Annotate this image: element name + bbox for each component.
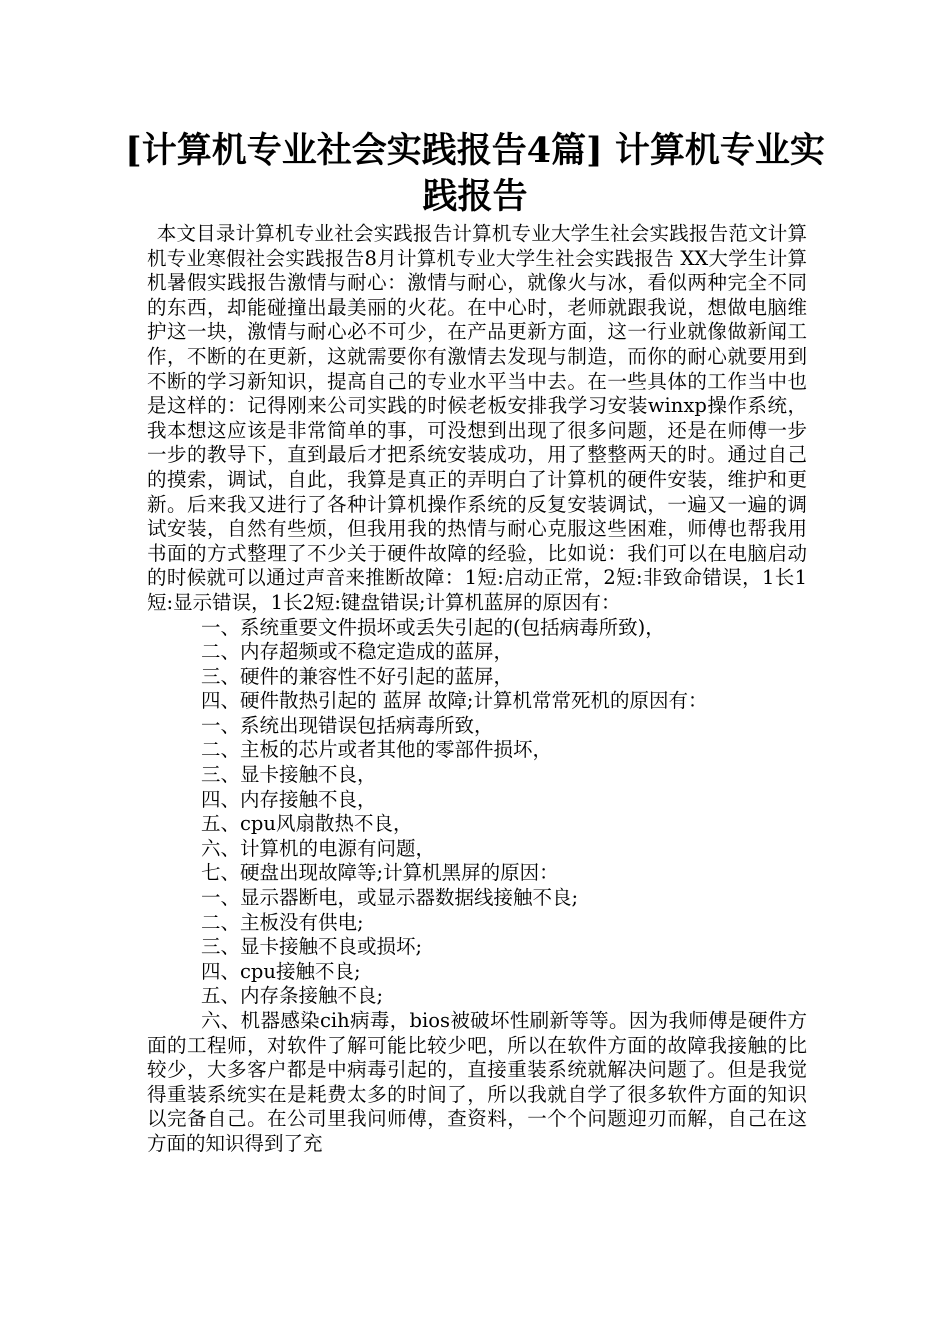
list-item: 五、cpu风扇散热不良，	[201, 812, 413, 836]
closing-paragraph: 六、机器感染cih病毒，bios被破坏性刷新等等。因为我师傅是硬件方面的工程师，对软件了解可能比较少吧，所以在软件方面的故障我接触的比较少，大多客户都是中病毒引起的，直接重装系统就解决问题了。但是我觉得重装系统实在是耗费太多的时间了，所以我就自学了很多软件方面的知识以完备自己。在公司里我问师傅，查资料，一个个问题迎刃而解，自己在这方面的知识得到了充	[147, 1009, 807, 1155]
list-item: 二、内存超频或不稳定造成的蓝屏，	[201, 640, 514, 664]
document-title: [计算机专业社会实践报告4篇] 计算机专业实践报告	[125, 130, 825, 217]
list-item: 七、硬盘出现故障等;计算机黑屏的原因：	[201, 861, 559, 885]
list-item: 二、主板没有供电;	[201, 910, 364, 934]
list-item: 一、系统重要文件损坏或丢失引起的(包括病毒所致)，	[201, 615, 665, 639]
list-item: 四、硬件散热引起的 蓝屏 故障;计算机常常死机的原因有：	[201, 689, 708, 713]
list-item: 二、主板的芯片或者其他的零部件损坏，	[201, 738, 553, 762]
list-item: 三、硬件的兼容性不好引起的蓝屏，	[201, 664, 514, 688]
document-body	[147, 222, 807, 1157]
list-item: 六、计算机的电源有问题，	[201, 836, 436, 860]
list-item: 一、系统出现错误包括病毒所致，	[201, 713, 494, 737]
list-item: 一、显示器断电，或显示器数据线接触不良;	[201, 886, 579, 910]
list-item: 三、显卡接触不良，	[201, 763, 377, 787]
list-item: 四、内存接触不良，	[201, 787, 377, 811]
list-item: 四、cpu接触不良;	[201, 959, 361, 983]
list-item: 三、显卡接触不良或损坏;	[201, 935, 423, 959]
list-item: 五、内存条接触不良;	[201, 984, 384, 1008]
intro-paragraph: 本文目录计算机专业社会实践报告计算机专业大学生社会实践报告范文计算机专业寒假社会实践报告8月计算机专业大学生社会实践报告 XX大学生计算机暑假实践报告激情与耐心：激情与耐心，就像火与冰，看似两种完全不同的东西，却能碰撞出最美丽的火花。在中心时，老师就跟我说，想做电脑维护这一块，激情与耐心必不可少，在产品更新方面，这一行业就像做新闻工作，不断的在更新，这就需要你有激情去发现与制造，而你的耐心就要用到不断的学习新知识，提高自己的专业水平当中去。在一些具体的工作当中也是这样的：记得刚来公司实践的时候老板安排我学习安装winxp操作系统，我本想这应该是非常简单的事，可没想到出现了很多问题，还是在师傅一步一步的教导下，直到最后才把系统安装成功，用了整整两天的时。通过自己的摸索，调试，自此，我算是真正的弄明白了计算机的硬件安装，维护和更新。后来我又进行了各种计算机操作系统的反复安装调试，一遍又一遍的调试安装，自然有些烦，但我用我的热情与耐心克服这些困难，师傅也帮我用书面的方式整理了不少关于硬件故障的经验，比如说：我们可以在电脑启动的时候就可以通过声音来推断故障：1短:启动正常，2短:非致命错误，1长1短:显示错误，1长2短:键盘错误;计算机蓝屏的原因有：	[147, 222, 807, 614]
